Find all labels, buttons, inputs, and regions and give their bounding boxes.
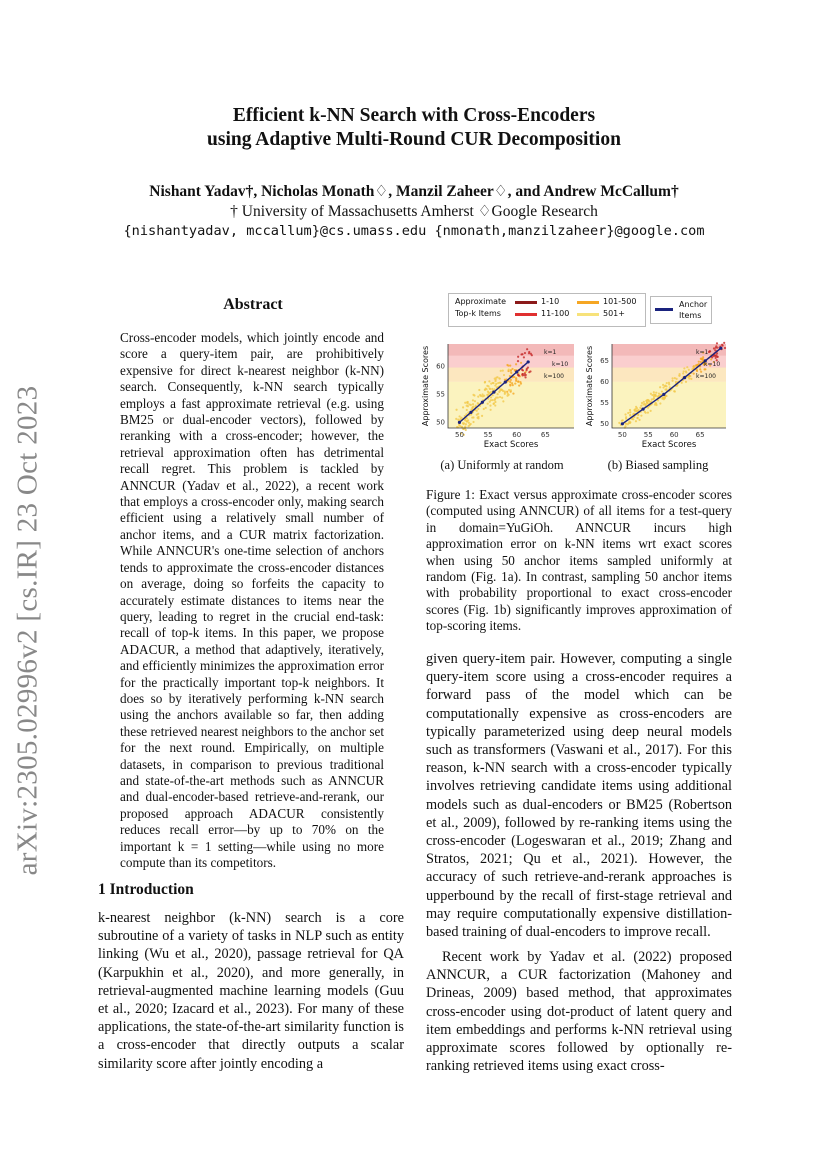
abstract-text: Cross-encoder models, which jointly encode and score a query-item pair, are prohibitively expensive for direct k-nearest neighbor (k-NN) search. Consequently, k-NN search typically employs a fast approximate retrieval (e.g. using BM25 or dual-encoder vectors), followed by reranking with a cross-encoder; however, the retrieval approximation often has detrimental recall regret. This problem is tackled by ANNCUR (Yadav et al., 2022), a recent work that employs a cross-encoder only, making search efficient using a relatively small number of anchor items, and a CUR matrix factorization. While ANNCUR's one-time selection of anchors tends to approximate the cross-encoder distances on average, doing so forfeits the capacity to accurately estimate distances to items near the query, leading to regret in the crucial end-task: recall of top-k items. In this paper, we propose ADACUR, a method that adaptively, iteratively, and efficiently minimizes the approximation error for the practically important top-k neighbors. It does so by iteratively performing k-NN search using the anchors available so far, then adding these retrieved nearest neighbors to the anchor set for the next round. Empirically, on multiple datasets, in comparison to previous traditional and state-of-the-art methods such as ANNCUR and dual-encoder-based retrieve-and-rerank, our proposed approach ADACUR consistently reduces recall error—by up to 70% on the important k = 1 setting—while using no more compute than its competitors. — [120, 330, 384, 870]
item-point — [685, 370, 687, 372]
item-point — [661, 398, 663, 400]
item-point — [682, 372, 684, 374]
item-point — [502, 400, 504, 402]
item-point — [699, 368, 701, 370]
item-point — [497, 382, 499, 384]
item-point — [687, 376, 689, 378]
item-point — [634, 408, 636, 410]
item-point — [650, 410, 652, 412]
item-point — [496, 376, 498, 378]
item-point — [490, 383, 492, 385]
item-point — [526, 348, 528, 350]
item-point — [509, 365, 511, 367]
item-point — [509, 381, 511, 383]
paper-title-line2: using Adaptive Multi-Round CUR Decomposition — [207, 129, 621, 150]
item-point — [514, 382, 516, 384]
abstract-heading: Abstract — [223, 296, 283, 313]
item-point — [464, 426, 466, 428]
item-point — [500, 370, 502, 372]
section-heading-introduction: 1 Introduction — [98, 881, 194, 898]
item-point — [693, 365, 695, 367]
x-tick-label: 50 — [617, 431, 627, 439]
item-point — [678, 374, 680, 376]
anchor-point — [683, 376, 686, 379]
item-point — [639, 407, 641, 409]
anchor-point — [458, 421, 461, 424]
item-point — [506, 391, 508, 393]
item-point — [686, 366, 688, 368]
k-annotation: k=10 — [552, 361, 569, 368]
legend-swatch-501-plus — [577, 313, 599, 316]
item-point — [653, 395, 655, 397]
item-point — [520, 353, 522, 355]
item-point — [618, 422, 620, 424]
item-point — [471, 416, 473, 418]
item-point — [627, 412, 629, 414]
item-point — [629, 411, 631, 413]
item-point — [487, 403, 489, 405]
item-point — [636, 417, 638, 419]
item-point — [520, 362, 522, 364]
anchor-point — [469, 411, 472, 414]
item-point — [489, 404, 491, 406]
x-axis-label: Exact Scores — [483, 440, 539, 450]
item-point — [688, 369, 690, 371]
item-point — [462, 423, 464, 425]
item-point — [690, 378, 692, 380]
item-point — [681, 382, 683, 384]
item-point — [464, 402, 466, 404]
y-tick-label: 65 — [600, 356, 609, 365]
subfigure-caption-b: (b) Biased sampling — [607, 458, 709, 472]
x-tick-label: 65 — [695, 431, 705, 439]
item-point — [477, 395, 479, 397]
item-point — [512, 392, 514, 394]
item-point — [509, 384, 511, 386]
item-point — [517, 360, 519, 362]
item-point — [503, 374, 505, 376]
item-point — [490, 396, 492, 398]
x-tick-label: 55 — [483, 431, 493, 439]
item-point — [683, 370, 685, 372]
item-point — [490, 391, 492, 393]
k-annotation: k=10 — [704, 361, 721, 368]
legend-anchor-line2: Items — [679, 311, 702, 320]
item-point — [499, 396, 501, 398]
right-paragraph-2: Recent work by Yadav et al. (2022) proposed ANNCUR, a CUR factorization (Mahoney and Drineas, 2009) based method, that approximates cross-encoder using dot-product of latent query and item embeddings and performs k-NN retrieval using approximate scores followed by optionally re-ranking retrieved items using exact cross- — [426, 949, 732, 1075]
legend-swatch-1-10 — [515, 301, 537, 304]
item-point — [635, 406, 637, 408]
item-point — [518, 374, 520, 376]
item-point — [629, 409, 631, 411]
item-point — [507, 393, 509, 395]
item-point — [640, 405, 642, 407]
item-point — [647, 412, 649, 414]
item-point — [498, 377, 500, 379]
item-point — [675, 381, 677, 383]
item-point — [715, 345, 717, 347]
item-point — [488, 392, 490, 394]
legend-label-101-500: 101-500 — [603, 297, 637, 306]
arxiv-stamp — [8, 380, 48, 880]
item-point — [498, 391, 500, 393]
item-point — [481, 415, 483, 417]
score-band — [612, 344, 726, 356]
item-point — [665, 395, 667, 397]
item-point — [637, 414, 639, 416]
k-annotation: k=100 — [544, 373, 564, 380]
legend-title-line1: Approximate — [455, 297, 507, 306]
item-point — [502, 370, 504, 372]
item-point — [654, 403, 656, 405]
x-tick-label: 55 — [643, 431, 653, 439]
item-point — [475, 404, 477, 406]
item-point — [515, 378, 517, 380]
item-point — [638, 419, 640, 421]
item-point — [518, 384, 520, 386]
item-point — [529, 370, 531, 372]
item-point — [659, 402, 661, 404]
item-point — [455, 418, 457, 420]
item-point — [487, 385, 489, 387]
scatter-plot-uniform — [418, 338, 580, 456]
item-point — [490, 399, 492, 401]
item-point — [494, 401, 496, 403]
item-point — [493, 403, 495, 405]
scatter-plot-biased — [582, 338, 732, 456]
item-point — [635, 420, 637, 422]
item-point — [510, 389, 512, 391]
item-point — [646, 401, 648, 403]
item-point — [709, 350, 711, 352]
item-point — [674, 377, 676, 379]
item-point — [653, 391, 655, 393]
item-point — [531, 354, 533, 356]
item-point — [627, 423, 629, 425]
y-tick-label: 60 — [436, 362, 445, 371]
item-point — [468, 422, 470, 424]
item-point — [685, 381, 687, 383]
item-point — [661, 390, 663, 392]
item-point — [472, 403, 474, 405]
anchor-point — [527, 360, 530, 363]
y-axis-label: Approximate Scores — [585, 345, 594, 427]
item-point — [458, 415, 460, 417]
item-point — [693, 373, 695, 375]
item-point — [477, 416, 479, 418]
y-tick-label: 55 — [600, 398, 609, 407]
item-point — [495, 396, 497, 398]
intro-paragraph: k-nearest neighbor (k-NN) search is a core subroutine of a variety of tasks in NLP such as entity linking (Wu et al., 2020), passage retrieval for QA (Karpukhin et al., 2020), and more generally, in retrieval-augmented machine learning models (Guu et al., 2020; Izacard et al., 2023). For many of these applications, the state-of-the-art similarity function is a cross-encoder that directly outputs a scalar similarity score after jointly encoding a — [98, 910, 404, 1072]
item-point — [666, 382, 668, 384]
item-point — [664, 388, 666, 390]
item-point — [506, 395, 508, 397]
subfigure-caption-a: (a) Uniformly at random — [440, 458, 564, 472]
item-point — [632, 418, 634, 420]
anchor-point — [662, 393, 665, 396]
item-point — [671, 377, 673, 379]
item-point — [698, 361, 700, 363]
y-tick-label: 50 — [600, 419, 609, 428]
item-point — [494, 404, 496, 406]
item-point — [716, 342, 718, 344]
anchor-point — [621, 422, 624, 425]
item-point — [491, 388, 493, 390]
item-point — [510, 372, 512, 374]
y-tick-label: 60 — [600, 377, 609, 386]
item-point — [522, 373, 524, 375]
item-point — [471, 407, 473, 409]
x-tick-label: 65 — [540, 431, 550, 439]
item-point — [671, 380, 673, 382]
item-point — [470, 423, 472, 425]
item-point — [645, 412, 647, 414]
item-point — [647, 399, 649, 401]
affiliation: † University of Massachusetts Amherst ♢Google Research — [230, 203, 598, 220]
item-point — [504, 390, 506, 392]
item-point — [526, 368, 528, 370]
item-point — [474, 400, 476, 402]
anchor-point — [719, 347, 722, 350]
item-point — [524, 376, 526, 378]
x-tick-label: 60 — [512, 431, 522, 439]
item-point — [517, 381, 519, 383]
item-point — [523, 356, 525, 358]
item-point — [492, 382, 494, 384]
item-point — [517, 356, 519, 358]
legend-swatch-101-500 — [577, 301, 599, 304]
item-point — [702, 356, 704, 358]
item-point — [624, 413, 626, 415]
item-point — [510, 369, 512, 371]
figure-caption: Figure 1: Exact versus approximate cross-encoder scores (computed using ANNCUR) of all items for a test-query in domain=YuGiOh. ANNCUR incurs high approximation error on k-NN items wrt exact scores when using 50 anchor items sampled uniformly at random (Fig. 1a). In contrast, sampling 50 anchor items with probability proportional to exact cross-encoder scores (Fig. 1b) significantly improves approximation of top-scoring items. — [426, 487, 732, 634]
legend-label-11-100: 11-100 — [541, 309, 570, 318]
x-tick-label: 50 — [454, 431, 464, 439]
author-emails: {nishantyadav, mccallum}@cs.umass.edu {nmonath,manzilzaheer}@google.com — [123, 223, 705, 239]
item-point — [625, 416, 627, 418]
anchor-point — [481, 401, 484, 404]
item-point — [501, 397, 503, 399]
item-point — [700, 357, 702, 359]
item-point — [520, 383, 522, 385]
item-point — [473, 394, 475, 396]
item-point — [488, 380, 490, 382]
item-point — [465, 429, 467, 431]
paper-title-line1: Efficient k-NN Search with Cross-Encoders — [232, 105, 596, 126]
item-point — [724, 347, 726, 349]
item-point — [466, 405, 468, 407]
item-point — [524, 352, 526, 354]
item-point — [655, 392, 657, 394]
item-point — [713, 347, 715, 349]
item-point — [455, 409, 457, 411]
item-point — [715, 357, 717, 359]
item-point — [486, 394, 488, 396]
x-axis-label: Exact Scores — [641, 440, 697, 450]
item-point — [476, 414, 478, 416]
item-point — [629, 414, 631, 416]
item-point — [465, 423, 467, 425]
item-point — [683, 367, 685, 369]
item-point — [522, 369, 524, 371]
item-point — [668, 382, 670, 384]
anchor-point — [504, 380, 507, 383]
anchor-point — [641, 408, 644, 411]
item-point — [468, 403, 470, 405]
item-point — [643, 401, 645, 403]
item-point — [472, 421, 474, 423]
item-point — [641, 402, 643, 404]
item-point — [462, 406, 464, 408]
author-list: Nishant Yadav†, Nicholas Monath♢, Manzil Zaheer♢, and Andrew McCallum† — [149, 183, 679, 200]
item-point — [511, 382, 513, 384]
item-point — [490, 409, 492, 411]
k-annotation: k=100 — [696, 373, 716, 380]
item-point — [700, 361, 702, 363]
item-point — [467, 402, 469, 404]
item-point — [621, 420, 623, 422]
y-axis-label: Approximate Scores — [421, 345, 430, 427]
legend-swatch-anchor — [655, 308, 673, 311]
legend-swatch-11-100 — [515, 313, 537, 316]
item-point — [472, 399, 474, 401]
item-point — [721, 344, 723, 346]
item-point — [466, 409, 468, 411]
anchor-point — [492, 391, 495, 394]
item-point — [478, 389, 480, 391]
item-point — [723, 342, 725, 344]
item-point — [704, 368, 706, 370]
item-point — [510, 379, 512, 381]
item-point — [500, 388, 502, 390]
item-point — [494, 399, 496, 401]
figure-legend — [448, 293, 646, 327]
item-point — [466, 420, 468, 422]
item-point — [482, 395, 484, 397]
k-annotation: k=1 — [544, 349, 557, 356]
anchor-legend — [650, 296, 712, 324]
arxiv-stamp-text: arXiv:2305.02996v2 [cs.IR] 23 Oct 2023 — [11, 385, 44, 875]
item-point — [484, 389, 486, 391]
legend-label-501-plus: 501+ — [603, 309, 625, 318]
y-tick-label: 50 — [436, 418, 445, 427]
item-point — [496, 393, 498, 395]
item-point — [640, 415, 642, 417]
item-point — [524, 372, 526, 374]
item-point — [485, 407, 487, 409]
item-point — [468, 425, 470, 427]
legend-label-1-10: 1-10 — [541, 297, 560, 306]
item-point — [477, 408, 479, 410]
item-point — [483, 408, 485, 410]
item-point — [489, 388, 491, 390]
right-paragraph-1: given query-item pair. However, computing a single query-item score using a cross-encoder requires a forward pass of the model which can be computationally expensive as cross-encoders are typically parameterized using deep neural models such as transformers (Vaswani et al., 2017). For this reason, k-NN search with a cross-encoder typically involves retrieving candidate items using additional models such as dual-encoders or BM25 (Robertson et al., 2009), followed by re-ranking items using the cross-encoder (Logeswaran et al., 2019; Zhang and Stratos, 2021; Qu et al., 2021). However, the accuracy of such retrieve-and-rerank approaches is upperbound by the recall of first-stage retrieval and may require computationally expensive distillation-based training of dual-encoders to improve recall. — [426, 651, 732, 941]
item-point — [479, 394, 481, 396]
item-point — [664, 385, 666, 387]
legend-title-line2: Top-k Items — [455, 309, 501, 318]
item-point — [484, 381, 486, 383]
item-point — [637, 409, 639, 411]
item-point — [499, 382, 501, 384]
item-point — [494, 384, 496, 386]
anchor-point — [515, 370, 518, 373]
item-point — [662, 384, 664, 386]
item-point — [659, 386, 661, 388]
item-point — [663, 397, 665, 399]
x-tick-label: 60 — [669, 431, 679, 439]
item-point — [528, 351, 530, 353]
item-point — [494, 378, 496, 380]
item-point — [673, 390, 675, 392]
legend-anchor-line1: Anchor — [679, 300, 708, 309]
k-annotation: k=1 — [696, 349, 709, 356]
item-point — [508, 369, 510, 371]
y-tick-label: 55 — [436, 390, 445, 399]
item-point — [628, 420, 630, 422]
item-point — [515, 363, 517, 365]
item-point — [652, 398, 654, 400]
